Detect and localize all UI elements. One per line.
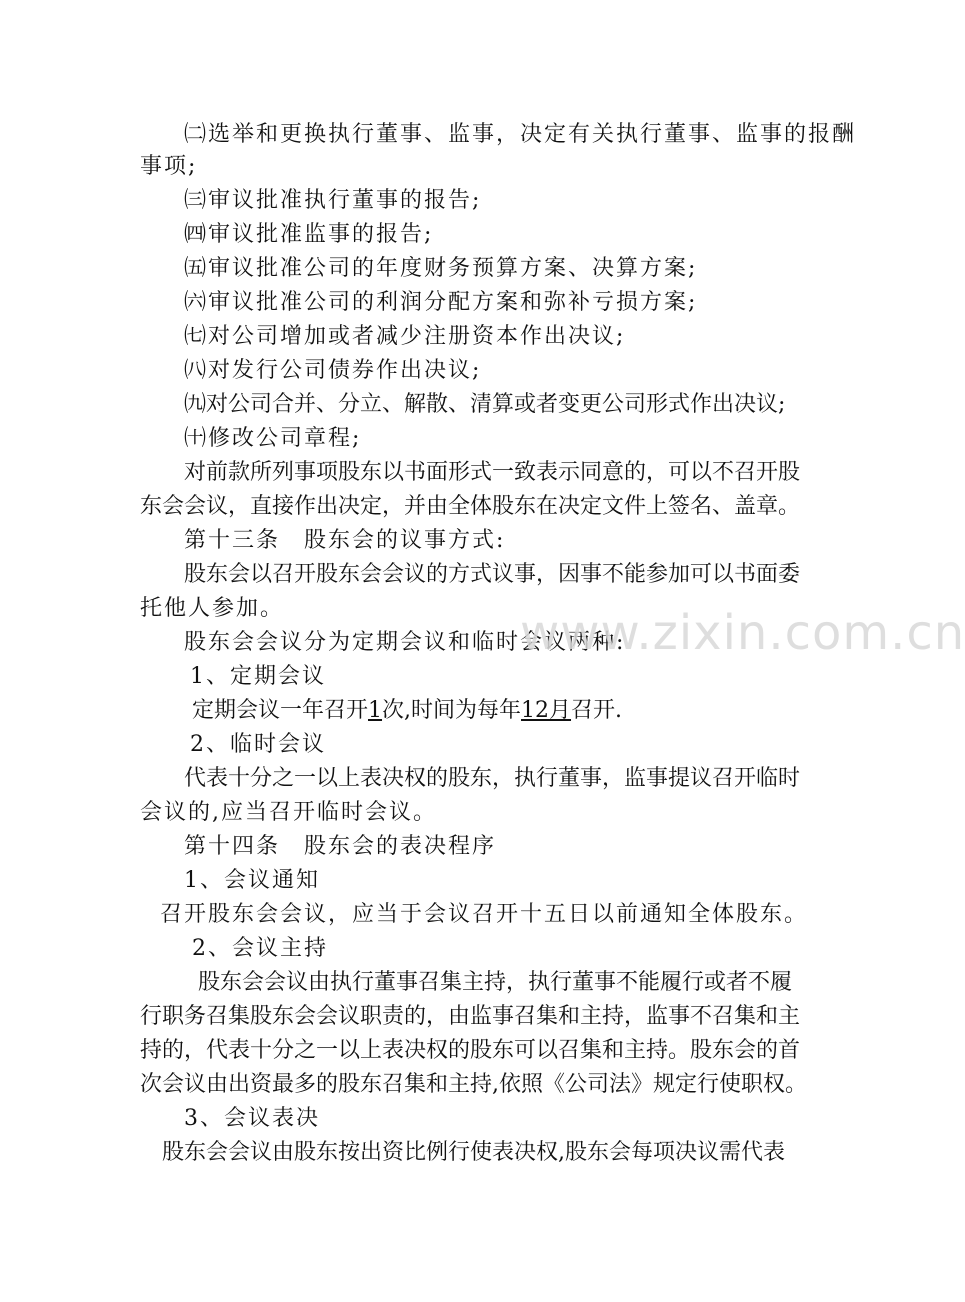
sub-heading: 1、会议通知	[184, 868, 320, 893]
sub-heading: 2、临时会议	[190, 732, 326, 757]
regular-meeting-prefix: 定期会议一年召开	[192, 698, 369, 723]
text-line: 东会会议，直接作出决定，并由全体股东在决定文件上签名、盖章。	[140, 494, 801, 519]
text-line: ㈤审议批准公司的年度财务预算方案、决算方案;	[184, 256, 698, 281]
sub-heading: 2、会议主持	[192, 936, 328, 961]
text-line: 持的，代表十分之一以上表决权的股东可以召集和主持。股东会的首	[140, 1038, 801, 1063]
text-line: 次会议由出资最多的股东召集和主持,依照《公司法》规定行使职权。	[140, 1072, 807, 1097]
text-line: 召开股东会会议，应当于会议召开十五日以前通知全体股东。	[160, 902, 809, 927]
text-line: 股东会会议分为定期会议和临时会议两种:	[184, 630, 626, 655]
sub-heading: 3、会议表决	[184, 1106, 320, 1131]
watermark-logo: www.zixin.com.cn	[520, 605, 965, 661]
text-line: ㈥审议批准公司的利润分配方案和弥补亏损方案;	[184, 290, 698, 315]
meeting-month-field: 12月	[521, 698, 572, 723]
text-line: 会议的,应当召开临时会议。	[140, 800, 437, 825]
article-heading: 第十三条 股东会的议事方式:	[184, 528, 506, 553]
text-line: ㈧对发行公司债券作出决议;	[184, 358, 482, 383]
text-line: 事项;	[140, 154, 198, 179]
text-line: 行职务召集股东会会议职责的，由监事召集和主持，监事不召集和主	[140, 1004, 801, 1029]
text-line: ㈡选举和更换执行董事、监事，决定有关执行董事、监事的报酬	[184, 122, 857, 147]
meeting-times-field: 1	[368, 698, 383, 723]
regular-meeting-suffix: 召开.	[571, 698, 623, 723]
regular-meeting-line	[192, 694, 622, 728]
regular-meeting-middle: 次,时间为每年	[382, 698, 522, 723]
text-line: 托他人参加。	[140, 596, 285, 621]
text-line: ㈩修改公司章程;	[184, 426, 362, 451]
text-line: 股东会会议由执行董事召集主持，执行董事不能履行或者不履	[198, 970, 793, 995]
text-line: ㈢审议批准执行董事的报告;	[184, 188, 482, 213]
article-heading: 第十四条 股东会的表决程序	[184, 834, 497, 859]
sub-heading: 1、定期会议	[190, 664, 326, 689]
text-line: 代表十分之一以上表决权的股东，执行董事，监事提议召开临时	[184, 766, 801, 791]
text-line: 对前款所列事项股东以书面形式一致表示同意的，可以不召开股	[184, 460, 801, 485]
text-line: 股东会以召开股东会会议的方式议事，因事不能参加可以书面委	[184, 562, 801, 587]
text-line: 股东会会议由股东按出资比例行使表决权,股东会每项决议需代表	[162, 1140, 785, 1165]
text-line: ㈦对公司增加或者减少注册资本作出决议;	[184, 324, 626, 349]
text-line: ㈨对公司合并、分立、解散、清算或者变更公司形式作出决议;	[184, 392, 786, 417]
text-line: ㈣审议批准监事的报告;	[184, 222, 434, 247]
